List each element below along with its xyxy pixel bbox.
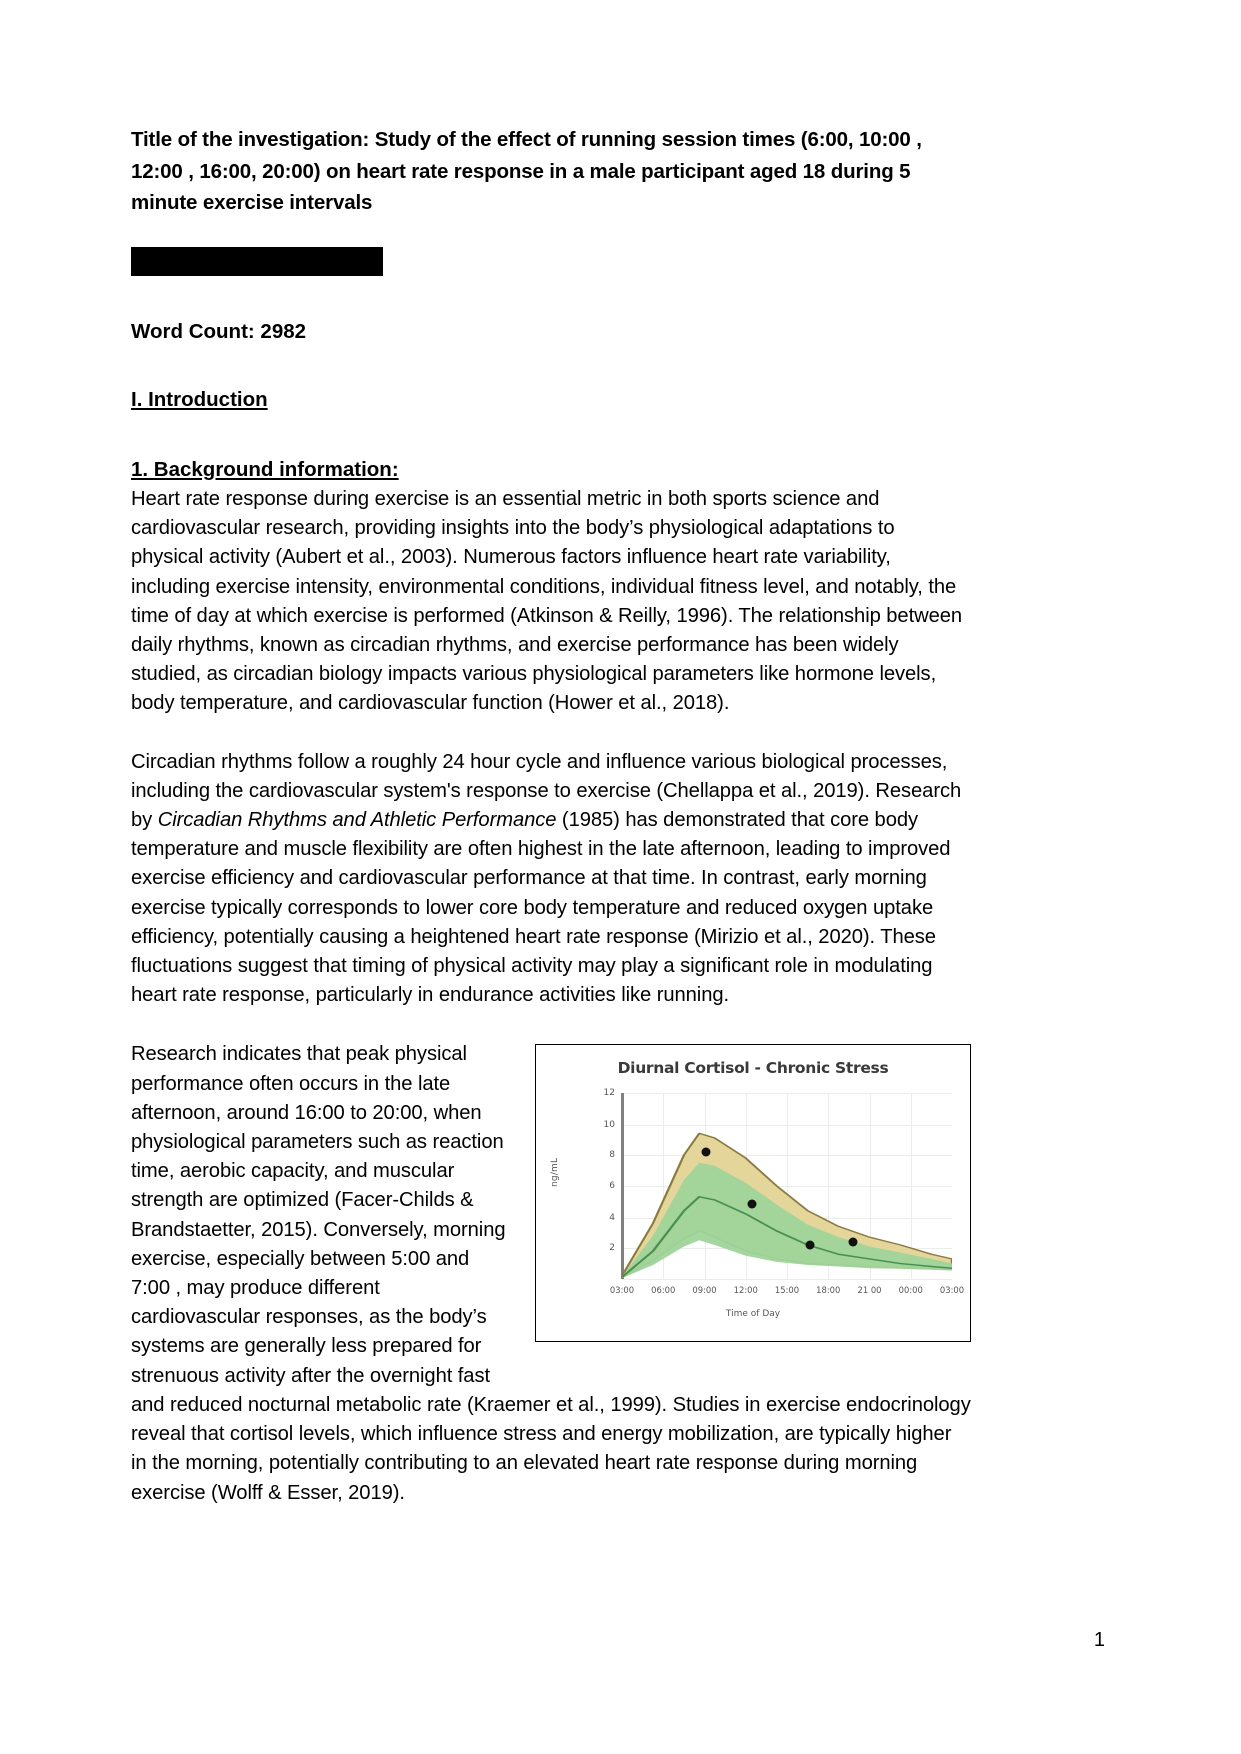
figure-diurnal-cortisol xyxy=(535,1044,971,1342)
paragraph-background-3-narrow: Research indicates that peak physical performance often occurs in the late afternoon, around 16:00 to 20:00, when physiological parameters such as reaction time, aerobic capacity, and muscular strength are optimized (Facer-Childs & Brandstaetter, 2015). Conversely, morning exercise, especially between 5:00 and 7:00 , may produce different cardiovascular responses, as the body’s systems are generally less prepared for strenuous activity after the overnight fast xyxy=(131,1043,506,1387)
chart-diurnal-cortisol xyxy=(536,1045,970,1341)
y-tick-label: 6 xyxy=(609,1181,615,1192)
paragraph-2-text-b: (1985) has demonstrated that core body temperature and muscle flexibility are often highest in the late afternoon, leading to improved exercise efficiency and cardiovascular performance at that time. In contrast, early morning exercise typically corresponds to lower core body temperature and reduced oxygen uptake efficiency, potentially causing a heightened heart rate response (Mirizio et al., 2020). These fluctuations suggest that timing of physical activity may play a significant role in modulating heart rate response, particularly in endurance activities like running. xyxy=(131,809,951,1007)
data-point xyxy=(849,1238,858,1247)
data-point xyxy=(748,1200,757,1209)
x-tick-label: 09:00 xyxy=(692,1285,717,1296)
chart-y-axis-label: ng/mL xyxy=(550,1158,560,1188)
data-point xyxy=(702,1148,711,1157)
paragraph-background-2 xyxy=(131,748,971,1011)
y-tick-label: 10 xyxy=(603,1119,615,1130)
chart-plot-area xyxy=(603,1088,965,1296)
x-tick-label: 21 00 xyxy=(857,1285,882,1296)
figure-and-text-block xyxy=(131,1040,971,1507)
y-tick-label: 4 xyxy=(609,1212,615,1223)
word-count: Word Count: 2982 xyxy=(131,319,307,343)
paragraph-2-citation-italic: Circadian Rhythms and Athletic Performance xyxy=(157,809,557,832)
chart-title: Diurnal Cortisol - Chronic Stress xyxy=(617,1059,889,1078)
section-heading-introduction xyxy=(131,384,971,416)
paragraph-2-text-a: Circadian rhythms follow a roughly 24 hour cycle and influence various biological processes, including the cardiovascular system's response to exercise (Chellappa et al., 2019). Research by xyxy=(131,750,962,832)
paragraph-background-3-continued: and reduced nocturnal metabolic rate (Kraemer et al., 1999). Studies in exercise endocrinology reveal that cortisol levels, which influence stress and energy mobilization, are typically higher in the morning, potentially contributing to an elevated heart rate response during morning exercise (Wolff & Esser, 2019). xyxy=(131,1393,971,1504)
x-tick-label: 15:00 xyxy=(774,1285,800,1296)
x-tick-label: 12:00 xyxy=(733,1285,758,1296)
y-tick-label: 8 xyxy=(609,1150,615,1161)
chart-curves xyxy=(622,1093,952,1279)
section-heading-text: I. Introduction xyxy=(131,388,268,411)
data-point xyxy=(806,1241,815,1250)
x-tick-label: 18:00 xyxy=(816,1285,841,1296)
page-title: Title of the investigation: Study of the effect of running session times (6:00, 10:00 , 12:00 , 16:00, 20:00) on heart rate response in a male participant aged 18 during 5 minute exercise intervals xyxy=(131,128,922,214)
x-tick-label: 00:00 xyxy=(898,1285,923,1296)
document-content xyxy=(131,124,971,1508)
sub-heading-text: 1. Background information: xyxy=(131,457,399,481)
x-tick-label: 06:00 xyxy=(651,1285,676,1296)
redacted-author-bar xyxy=(131,247,383,276)
y-tick-label: 2 xyxy=(609,1243,615,1254)
sub-heading-background xyxy=(131,454,971,486)
x-tick-label: 03:00 xyxy=(939,1285,965,1296)
paragraph-background-1: Heart rate response during exercise is an essential metric in both sports science and cardiovascular research, providing insights into the body’s physiological adaptations to physical activity (Aubert et al., 2003). Numerous factors influence heart rate variability, including exercise intensity, environmental conditions, individual fitness level, and notably, the time of day at which exercise is performed (Atkinson & Reilly, 1996). The relationship between daily rhythms, known as circadian rhythms, and exercise performance has been widely studied, as circadian biology impacts various physiological parameters like hormone levels, body temperature, and cardiovascular function (Hower et al., 2018). xyxy=(131,488,963,715)
page-number: 1 xyxy=(1093,1629,1105,1651)
y-tick-label: 12 xyxy=(603,1088,615,1099)
chart-x-axis-label: Time of Day xyxy=(725,1309,781,1320)
gridline-horizontal xyxy=(622,1279,952,1280)
x-tick-label: 03:00 xyxy=(609,1285,635,1296)
